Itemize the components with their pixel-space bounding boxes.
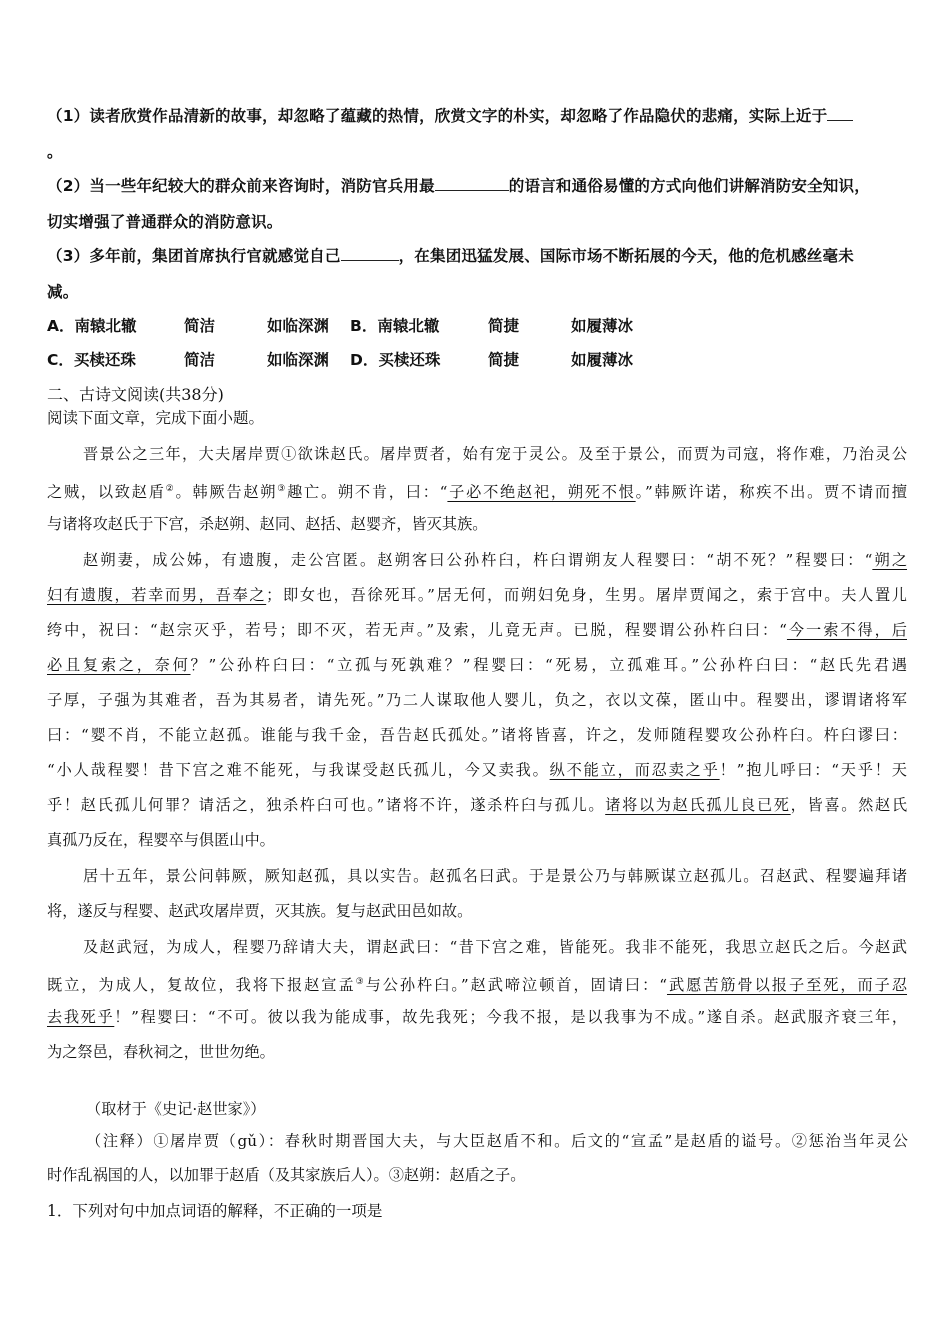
- passage-source: （取材于《史记·赵世家》）: [86, 1100, 266, 1118]
- item1-line2: 。: [47, 143, 63, 161]
- underlined-sentence: 必且复索之，奈何: [47, 656, 191, 674]
- item1-text: （1）读者欣赏作品清新的故事，却忽略了蕴藏的热情，欣赏文字的朴实，却忽略了作品隐伏的悲痛，实际上近于: [47, 107, 828, 125]
- item2-text-b: 的语言和通俗易懂的方式向他们讲解消防安全知识，: [508, 177, 870, 195]
- choice-c-word2: 简洁: [184, 351, 216, 369]
- choice-d-word3: 如履薄冰: [571, 351, 634, 369]
- underlined-sentence: 武愿苦筋骨以报子至死，而子忍: [666, 976, 908, 995]
- question-1: 1．下列对句中加点词语的解释，不正确的一项是: [47, 1202, 383, 1220]
- passage-line: 将，遂反与程婴、赵武攻屠岸贾，灭其族。复与赵武田邑如故。: [47, 902, 473, 920]
- passage-line: 子厚，子强为其难者，吾为其易者，请先死。”乃二人谋取他人婴儿，负之，衣以文葆，匿山中。程婴出，谬谓诸将军: [47, 691, 907, 709]
- passage-line: 既立，为成人，复故位，我将下报赵宣孟③与公孙杵臼。”赵武啼泣顿首，固请曰：“武愿苦筋骨以报子至死，而子忍: [47, 976, 908, 995]
- section-title: 二、古诗文阅读(共38分): [47, 385, 224, 404]
- section-instruction: 阅读下面文章，完成下面小题。: [47, 409, 265, 427]
- passage-line: 必且复索之，奈何？”公孙杵臼曰：“立孤与死孰难？”程婴曰：“死易，立孤难耳。”公孙杵臼曰：“赵氏先君遇: [47, 656, 907, 674]
- underlined-sentence: 去我死乎: [47, 1008, 115, 1026]
- underlined-sentence: 纵不能立，而忍卖之乎: [549, 761, 720, 779]
- answer-blank: [435, 176, 509, 191]
- passage-line: 及赵武冠，为成人，程婴乃辞请大夫，谓赵武曰：“昔下宫之难，皆能死。我非不能死，我思立赵氏之后。今赵武: [83, 938, 907, 956]
- underlined-sentence: 妇有遗腹，若幸而男，吾奉之: [47, 586, 267, 604]
- underlined-sentence: 子必不绝赵祀，朔死不恨: [447, 483, 636, 502]
- passage-line: 乎！赵氏孤儿何罪？请活之，独杀杵臼可也。”诸将不许，遂杀杵臼与孤儿。诸将以为赵氏孤儿良已死，皆喜。然赵氏: [47, 796, 907, 814]
- passage-line: “小人哉程婴！昔下宫之难不能死，与我谋受赵氏孤儿，今又卖我。纵不能立，而忍卖之乎！”抱儿呼曰：“天乎！天: [47, 761, 907, 779]
- choice-b-word3: 如履薄冰: [571, 317, 634, 335]
- item3-text-a: （3）多年前，集团首席执行官就感觉自己: [47, 247, 341, 265]
- choice-a-word3: 如临深渊: [267, 317, 330, 335]
- choice-b-word2: 简捷: [488, 317, 520, 335]
- passage-line: 与诸将攻赵氏于下宫，杀赵朔、赵同、赵括、赵婴齐，皆灭其族。: [47, 515, 488, 533]
- underlined-sentence: 诸将以为赵氏孤儿良已死: [605, 796, 791, 814]
- choice-d-word2: 简捷: [488, 351, 520, 369]
- choice-d-word1: D．买椟还珠: [350, 351, 441, 369]
- item3-text-b: ，在集团迅猛发展、国际市场不断拓展的今天，他的危机感丝毫未: [398, 247, 854, 265]
- passage-line: 之贼，以致赵盾②。韩厥告赵朔③趣亡。朔不肯，曰：“子必不绝赵祀，朔死不恨。”韩厥许诺，称疾不出。贾不请而擅: [47, 483, 908, 502]
- passage-line: 为之祭邑，春秋祠之，世世勿绝。: [47, 1043, 275, 1061]
- passage-line: 真孤乃反在，程婴卒与俱匿山中。: [47, 831, 275, 849]
- answer-blank: [827, 106, 853, 121]
- passage-line: 曰：“婴不肖，不能立赵孤。谁能与我千金，吾告赵氏孤处。”诸将皆喜，许之，发师随程婴攻公孙杵臼。杵臼谬曰：: [47, 726, 907, 744]
- passage-line: 居十五年，景公问韩厥，厥知赵孤，具以实告。赵孤名曰武。于是景公乃与韩厥谋立赵孤儿。召赵武、程婴遍拜诸: [83, 867, 907, 885]
- item2-line2: 切实增强了普通群众的消防意识。: [47, 213, 283, 231]
- annotation-line-2: 时作乱祸国的人，以加罪于赵盾（及其家族后人）。③赵朔：赵盾之子。: [47, 1166, 526, 1184]
- passage-line: 妇有遗腹，若幸而男，吾奉之；即女也，吾徐死耳。”居无何，而朔妇免身，生男。屠岸贾闻之，索于宫中。夫人置儿: [47, 586, 907, 604]
- underlined-sentence: 朔之: [872, 551, 908, 569]
- passage-line: 绔中，祝曰：“赵宗灭乎，若号；即不灭，若无声。”及索，儿竟无声。已脱，程婴谓公孙杵臼曰：“今一索不得，后: [47, 621, 907, 639]
- choice-a-word1: A．南辕北辙: [47, 317, 137, 335]
- choice-b-word1: B．南辕北辙: [350, 317, 440, 335]
- annotation-line-1: （注释）①屠岸贾（gǔ）：春秋时期晋国大夫，与大臣赵盾不和。后文的“宣孟”是赵盾的谥号。②惩治当年灵公: [86, 1132, 908, 1150]
- choice-c-word3: 如临深渊: [267, 351, 330, 369]
- answer-blank: [341, 246, 399, 261]
- passage-line: 赵朔妻，成公姊，有遗腹，走公宫匿。赵朔客曰公孙杵臼，杵臼谓朔友人程婴曰：“胡不死？”程婴曰：“朔之: [83, 551, 908, 569]
- passage-line: 去我死乎！”程婴曰：“不可。彼以我为能成事，故先我死；今我不报，是以我事为不成。”遂自杀。赵武服齐衰三年，: [47, 1008, 908, 1026]
- item2-text-a: （2）当一些年纪较大的群众前来咨询时，消防官兵用最: [47, 177, 435, 195]
- choice-c-word1: C．买椟还珠: [47, 351, 136, 369]
- choice-a-word2: 简洁: [184, 317, 216, 335]
- item3-line2: 减。: [47, 283, 79, 301]
- underlined-sentence: 今一索不得，后: [786, 621, 907, 639]
- passage-line: 晋景公之三年，大夫屠岸贾①欲诛赵氏。屠岸贾者，始有宠于灵公。及至于景公，而贾为司寇，将作难，乃治灵公: [83, 445, 907, 463]
